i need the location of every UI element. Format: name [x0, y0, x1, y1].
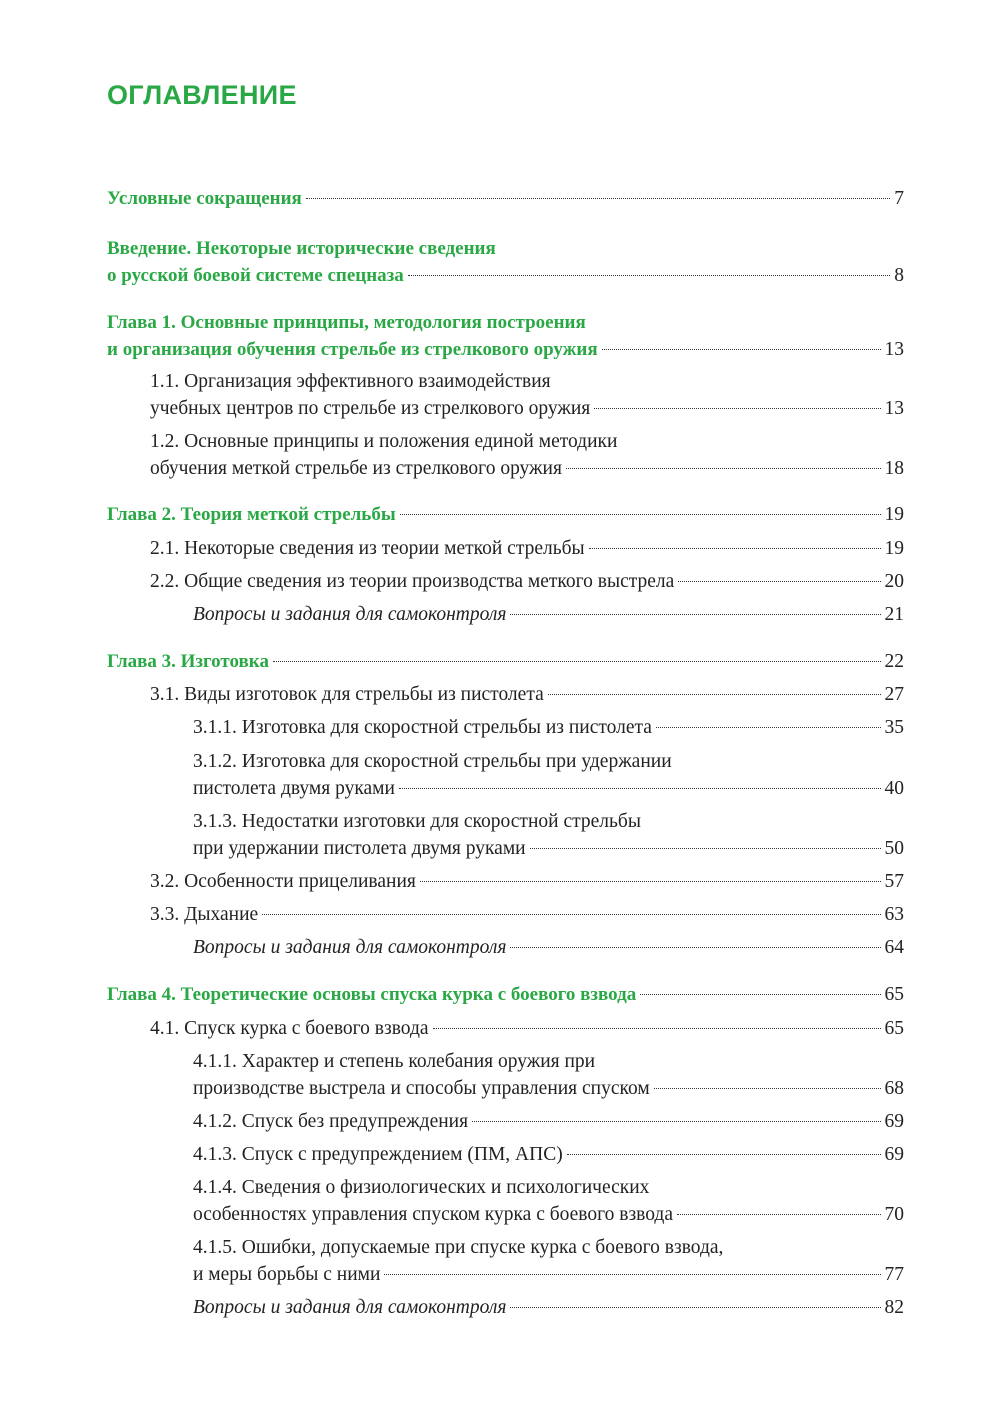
toc-section-entry[interactable] [150, 681, 904, 708]
toc-entry-title: Глава 3. Изготовка [107, 651, 269, 672]
toc-page-number: 19 [884, 538, 904, 559]
toc-entry-title: Вопросы и задания для самоконтроля [193, 1297, 507, 1318]
toc-section-entry[interactable] [150, 868, 904, 895]
toc-entry-row [150, 455, 904, 482]
toc-entry-title: пистолета двумя руками [193, 778, 395, 799]
toc-section-entry[interactable] [193, 748, 904, 802]
toc-page-number: 69 [884, 1111, 904, 1132]
toc-entry-title-line: 4.1.4. Сведения о физиологических и психологических [193, 1177, 650, 1198]
toc-entry-title-line: Введение. Некоторые исторические сведения [107, 238, 496, 259]
toc-section-entry[interactable] [193, 808, 904, 862]
toc-section-entry[interactable] [193, 1234, 904, 1288]
toc-page-number: 27 [884, 684, 904, 705]
toc-page-number: 13 [884, 339, 904, 360]
toc-section-entry[interactable] [193, 1048, 904, 1102]
toc-entry-title: особенностях управления спуском курка с боевого взвода [193, 1204, 674, 1225]
toc-page-number: 13 [884, 398, 904, 419]
toc-entry-title: и организация обучения стрельбе из стрелкового оружия [107, 339, 598, 360]
toc-entry-title-line: 4.1.1. Характер и степень колебания оружия при [193, 1051, 596, 1072]
toc-entry-row [150, 868, 904, 895]
dot-leader [654, 1088, 881, 1089]
toc-chapter-entry[interactable] [107, 309, 904, 363]
toc-page-number: 18 [884, 458, 904, 479]
dot-leader [678, 581, 880, 582]
toc-entry-row [193, 1075, 904, 1102]
toc-entry-row [193, 1141, 904, 1168]
dot-leader [640, 994, 880, 995]
toc-section-entry[interactable] [150, 428, 904, 482]
toc-section-entry[interactable] [193, 601, 904, 628]
toc-entry-title: обучения меткой стрельбе из стрелкового оружия [150, 458, 562, 479]
toc-page-number: 69 [884, 1144, 904, 1165]
toc-page-number: 77 [884, 1264, 904, 1285]
toc-entry-row [107, 648, 904, 675]
toc-entry-row [193, 1108, 904, 1135]
toc-section-entry[interactable] [150, 901, 904, 928]
toc-section-entry[interactable] [193, 1141, 904, 1168]
toc-page-number: 40 [884, 778, 904, 799]
dot-leader [399, 788, 881, 789]
toc-entry-row [150, 395, 904, 422]
toc-entry-row [107, 262, 904, 289]
toc-entry-row [193, 1294, 904, 1321]
toc-page-number: 57 [884, 871, 904, 892]
dot-leader [510, 614, 880, 615]
toc-page-number: 65 [884, 984, 904, 1005]
toc-section-entry[interactable] [150, 368, 904, 422]
dot-leader [400, 514, 881, 515]
toc-chapter-entry[interactable] [107, 981, 904, 1008]
toc-page-number: 21 [884, 604, 904, 625]
toc-entry-title: 3.1. Виды изготовок для стрельбы из пистолета [150, 684, 544, 705]
toc-entry-title-line: 1.2. Основные принципы и положения единой методики [150, 431, 618, 452]
toc-entry-title: и меры борьбы с ними [193, 1264, 381, 1285]
toc-entry-row [150, 568, 904, 595]
toc-entry-row [150, 681, 904, 708]
dot-leader [548, 694, 881, 695]
toc-section-entry[interactable] [150, 568, 904, 595]
dot-leader [530, 848, 881, 849]
toc-section-entry[interactable] [150, 1015, 904, 1042]
toc-page-number: 8 [894, 265, 904, 286]
toc-section-entry[interactable] [193, 714, 904, 741]
toc-entry-row [150, 535, 904, 562]
toc-page-number: 19 [884, 504, 904, 525]
toc-page-number: 70 [884, 1204, 904, 1225]
toc-entry-title: Глава 4. Теоретические основы спуска курка с боевого взвода [107, 984, 637, 1005]
toc-section-entry[interactable] [193, 934, 904, 961]
toc-entry-title: 3.2. Особенности прицеливания [150, 871, 416, 892]
page-title: ОГЛАВЛЕНИЕ [107, 80, 297, 110]
toc-entry-title: Вопросы и задания для самоконтроля [193, 937, 507, 958]
dot-leader [589, 548, 881, 549]
toc-entry-title: 2.1. Некоторые сведения из теории меткой стрельбы [150, 538, 585, 559]
dot-leader [433, 1028, 881, 1029]
toc-entry-row [107, 501, 904, 528]
dot-leader [510, 947, 880, 948]
toc-entry-title: 3.3. Дыхание [150, 904, 259, 925]
toc-entry-title-line: Глава 1. Основные принципы, методология построения [107, 312, 586, 333]
toc-page-number: 82 [884, 1297, 904, 1318]
toc-entry-title: Вопросы и задания для самоконтроля [193, 604, 507, 625]
toc-entry-title-line: 3.1.3. Недостатки изготовки для скоростной стрельбы [193, 811, 641, 832]
dot-leader [566, 468, 881, 469]
toc-entry-row [193, 934, 904, 961]
toc-entry-row [193, 601, 904, 628]
toc-entry-title: о русской боевой системе спецназа [107, 265, 404, 286]
toc-entry-title: Глава 2. Теория меткой стрельбы [107, 504, 396, 525]
dot-leader [472, 1121, 880, 1122]
toc-page-number: 64 [884, 937, 904, 958]
dot-leader [510, 1307, 880, 1308]
dot-leader [306, 198, 890, 199]
dot-leader [602, 349, 881, 350]
toc-entry-row [107, 185, 904, 212]
toc-entry-title: 4.1.2. Спуск без предупреждения [193, 1111, 469, 1132]
toc-entry-title-line: 4.1.5. Ошибки, допускаемые при спуске курка с боевого взвода, [193, 1237, 724, 1258]
toc-entry-row [107, 336, 904, 363]
toc-entry-row [150, 901, 904, 928]
toc-entry-title: 4.1.3. Спуск с предупреждением (ПМ, АПС) [193, 1144, 563, 1165]
dot-leader [408, 275, 890, 276]
dot-leader [384, 1274, 880, 1275]
toc-page-number: 50 [884, 838, 904, 859]
toc-chapter-entry[interactable] [107, 235, 904, 289]
toc-page-number: 68 [884, 1078, 904, 1099]
toc-entry-title-line: 1.1. Организация эффективного взаимодействия [150, 371, 551, 392]
toc-page-number: 7 [894, 188, 904, 209]
toc-section-entry[interactable] [193, 1294, 904, 1321]
toc-entry-row [193, 1201, 904, 1228]
toc-entry-title: при удержании пистолета двумя руками [193, 838, 526, 859]
toc-section-entry[interactable] [193, 1108, 904, 1135]
dot-leader [656, 727, 881, 728]
toc-page-number: 65 [884, 1018, 904, 1039]
dot-leader [420, 881, 881, 882]
toc-page-number: 35 [884, 717, 904, 738]
toc-entry-row [150, 1015, 904, 1042]
toc-entry-row [193, 775, 904, 802]
toc-section-entry[interactable] [193, 1174, 904, 1228]
toc-entry-row [193, 1261, 904, 1288]
toc-entry-row [193, 835, 904, 862]
toc-entry-row [107, 981, 904, 1008]
dot-leader [594, 408, 880, 409]
toc-page-number: 20 [884, 571, 904, 592]
toc-entry-title-line: 3.1.2. Изготовка для скоростной стрельбы при удержании [193, 751, 672, 772]
toc-entry-title: 2.2. Общие сведения из теории производства меткого выстрела [150, 571, 675, 592]
dot-leader [262, 914, 880, 915]
toc-section-entry[interactable] [150, 535, 904, 562]
toc-chapter-entry[interactable] [107, 185, 904, 212]
toc-entry-title: 4.1. Спуск курка с боевого взвода [150, 1018, 429, 1039]
toc-chapter-entry[interactable] [107, 648, 904, 675]
toc-entry-title: Условные сокращения [107, 188, 302, 209]
toc-page-number: 63 [884, 904, 904, 925]
toc-entry-title: производстве выстрела и способы управления спуском [193, 1078, 650, 1099]
toc-chapter-entry[interactable] [107, 501, 904, 528]
toc-entry-row [193, 714, 904, 741]
dot-leader [273, 661, 881, 662]
dot-leader [567, 1154, 881, 1155]
toc-entry-title: учебных центров по стрельбе из стрелкового оружия [150, 398, 591, 419]
dot-leader [677, 1214, 880, 1215]
toc-entry-title: 3.1.1. Изготовка для скоростной стрельбы из пистолета [193, 717, 652, 738]
toc-page-number: 22 [884, 651, 904, 672]
